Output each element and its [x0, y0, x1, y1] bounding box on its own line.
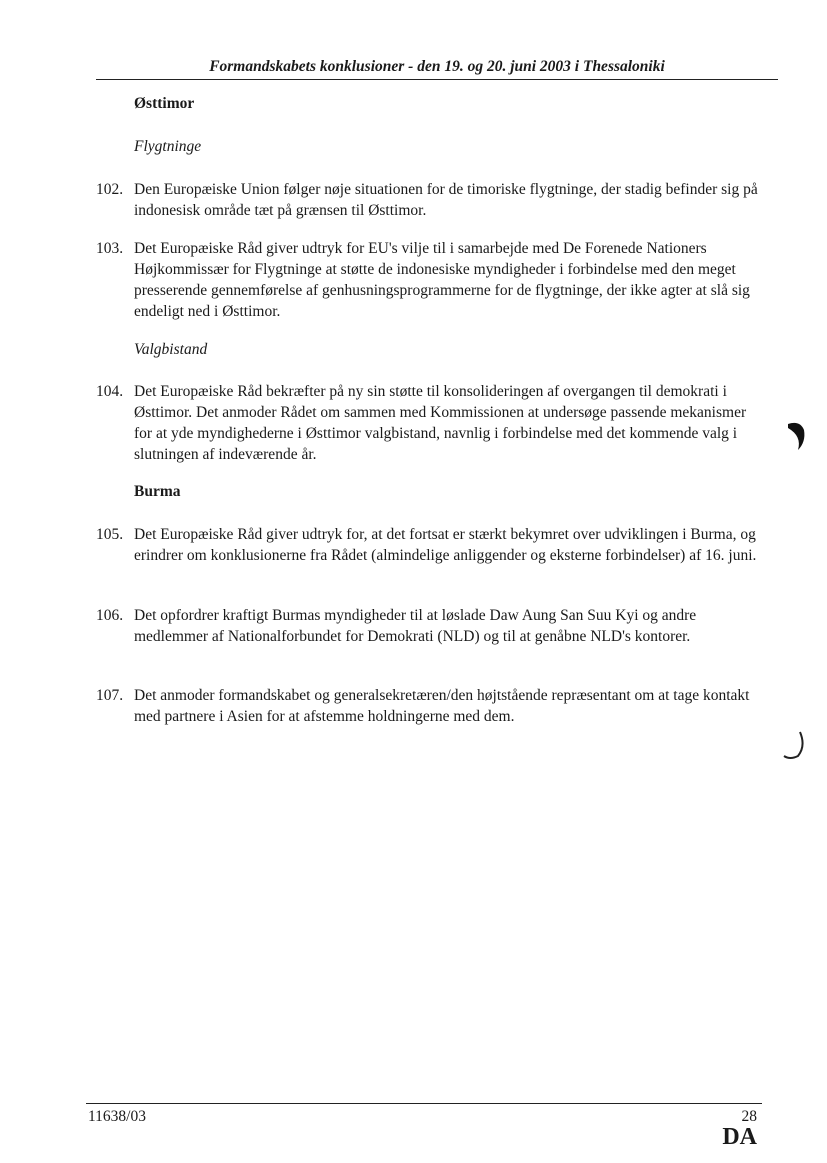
section-heading-burma: Burma [134, 483, 181, 500]
paragraph-number: 102. [96, 181, 124, 198]
paragraph-text: Det opfordrer kraftigt Burmas myndigheder til at løslade Daw Aung San Suu Kyi og andre medlemmer af Nationalforbundet for Demokrati (NLD) og til at genåbne NLD's kontorer. [134, 607, 697, 645]
paragraph-103 [96, 238, 766, 322]
paragraph-text: Det Europæiske Råd giver udtryk for, at det fortsat er stærkt bekymret over udviklingen i Burma, og erindrer om konklusionerne fra Rådet (almindelige anliggender og eksterne forbindelser) af 16. juni. [134, 526, 757, 564]
binder-hole-mark-icon [782, 728, 806, 762]
paragraph-107 [96, 685, 766, 727]
paragraph-number: 107. [96, 687, 124, 704]
paragraph-104 [96, 381, 766, 465]
document-number: 11638/03 [88, 1108, 146, 1125]
header-divider [96, 79, 778, 80]
paragraph-106 [96, 605, 766, 647]
paragraph-text: Det Europæiske Råd bekræfter på ny sin støtte til konsolideringen af overgangen til demokrati i Østtimor. Det anmoder Rådet om sammen med Kommissionen at undersøge passende mekanismer for at yde myndighederne i Østtimor valgbistand, navnlig i forbindelse med det kommende valg i slutningen af indeværende år. [134, 383, 747, 463]
paragraph-number: 106. [96, 607, 124, 624]
language-code: DA [722, 1124, 757, 1150]
paragraph-text: Det Europæiske Råd giver udtryk for EU's vilje til i samarbejde med De Forenede Nationers Højkommissær for Flygtninge at støtte de indonesiske myndigheder i forbindelse med den meget presserende gennemførelse af genhusningsprogrammerne for de flygtninge, der ikke agter at slå sig endeligt ned i Østtimor. [134, 240, 750, 320]
paragraph-105 [96, 524, 766, 566]
page-header-title: Formandskabets konklusioner - den 19. og 20. juni 2003 i Thessaloniki [209, 58, 665, 75]
paragraph-number: 105. [96, 526, 124, 543]
subheading-flygtninge: Flygtninge [134, 138, 202, 155]
page-number: 28 [741, 1108, 757, 1125]
paragraph-102 [96, 179, 766, 221]
paragraph-text: Det anmoder formandskabet og generalsekretæren/den højtstående repræsentant om at tage kontakt med partnere i Asien for at afstemme holdningerne med dem. [134, 687, 750, 725]
paragraph-number: 103. [96, 240, 124, 257]
paragraph-text: Den Europæiske Union følger nøje situationen for de timoriske flygtninge, der stadig befinder sig på indonesisk område tæt på grænsen til Østtimor. [134, 181, 758, 219]
binder-hole-mark-icon [784, 418, 808, 452]
footer-divider [86, 1103, 762, 1104]
section-heading-osttimor: Østtimor [134, 95, 195, 112]
subheading-valgbistand: Valgbistand [134, 341, 208, 358]
paragraph-number: 104. [96, 383, 124, 400]
